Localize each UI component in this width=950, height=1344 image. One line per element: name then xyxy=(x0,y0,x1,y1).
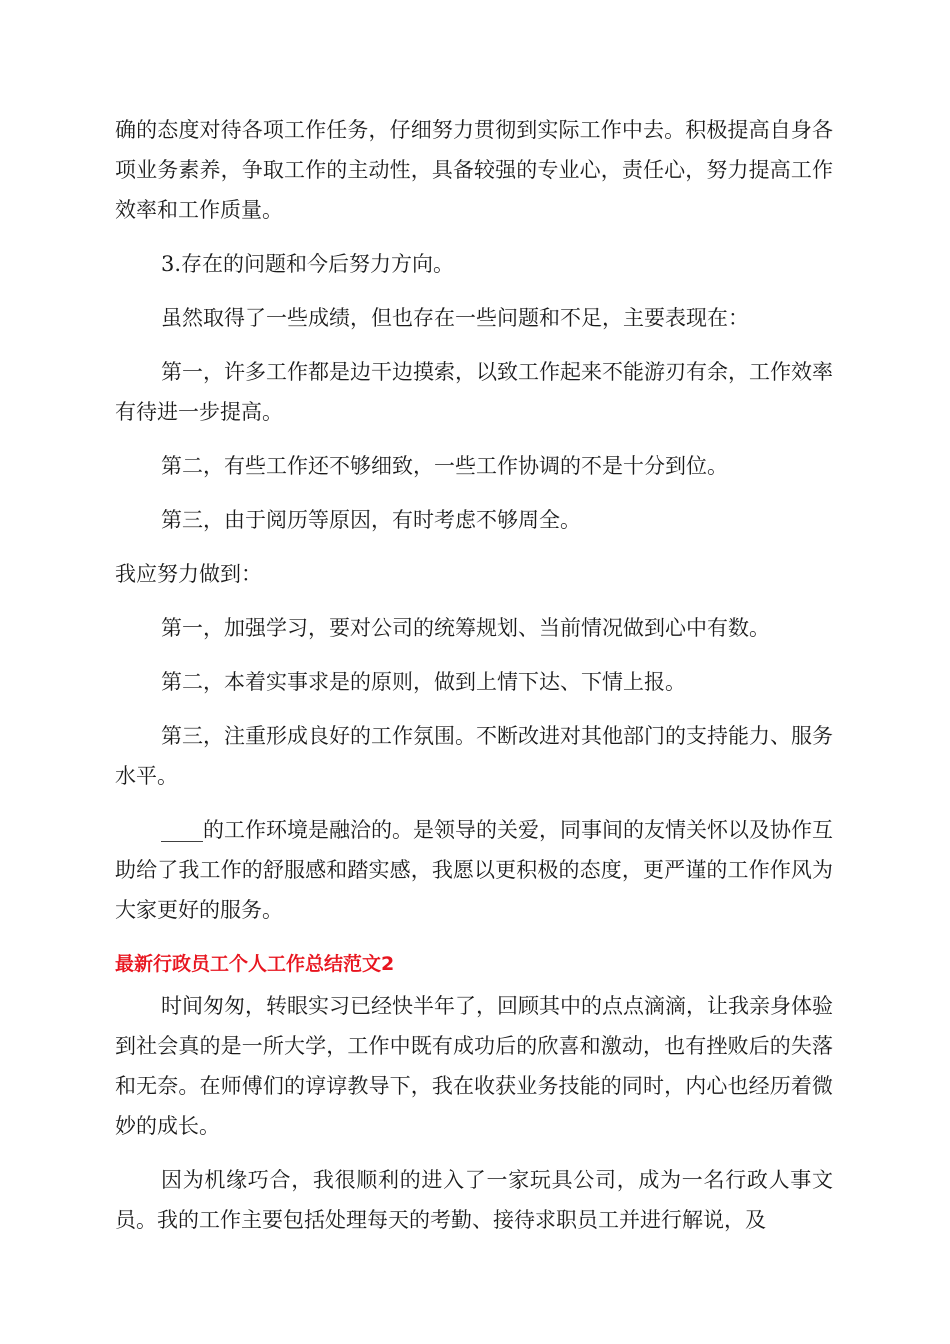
paragraph-effort-2: 第二，本着实事求是的原则，做到上情下达、下情上报。 xyxy=(161,670,686,694)
paragraph-problems-intro: 虽然取得了一些成绩，但也存在一些问题和不足，主要表现在： xyxy=(161,306,749,330)
paragraph-job-duties: 因为机缘巧合，我很顺利的进入了一家玩具公司，成为一名行政人事文员。我的工作主要包括处理每天的考勤、接待求职员工并进行解说，及 xyxy=(115,1168,833,1232)
paragraph-internship: 时间匆匆，转眼实习已经快半年了，回顾其中的点点滴滴，让我亲身体验到社会真的是一所大学，工作中既有成功后的欣喜和激动，也有挫败后的失落和无奈。在师傅们的谆谆教导下，我在收获业务技能的同时，内心也经历着微妙的成长。 xyxy=(115,994,833,1138)
paragraph-problem-3: 第三，由于阅历等原因，有时考虑不够周全。 xyxy=(161,508,581,532)
paragraph-environment: ____的工作环境是融洽的。是领导的关爱，同事间的友情关怀以及协作互助给了我工作的舒服感和踏实感，我愿以更积极的态度，更严谨的工作作风为大家更好的服务。 xyxy=(115,818,833,922)
paragraph-problem-1: 第一，许多工作都是边干边摸索，以致工作起来不能游刃有余，工作效率有待进一步提高。 xyxy=(115,360,833,424)
document-page xyxy=(115,110,833,1254)
paragraph-effort-3: 第三，注重形成良好的工作氛围。不断改进对其他部门的支持能力、服务水平。 xyxy=(115,724,833,788)
paragraph-effort-1: 第一，加强学习，要对公司的统筹规划、当前情况做到心中有数。 xyxy=(161,616,770,640)
section-heading: 最新行政员工个人工作总结范文2 xyxy=(115,953,395,975)
paragraph-problem-2: 第二，有些工作还不够细致，一些工作协调的不是十分到位。 xyxy=(161,454,728,478)
paragraph-efforts-intro: 我应努力做到： xyxy=(115,562,262,586)
paragraph-section-3-title: 3.存在的问题和今后努力方向。 xyxy=(161,252,455,276)
paragraph-continuation: 确的态度对待各项工作任务，仔细努力贯彻到实际工作中去。积极提高自身各项业务素养，争取工作的主动性，具备较强的专业心，责任心，努力提高工作效率和工作质量。 xyxy=(115,118,833,222)
